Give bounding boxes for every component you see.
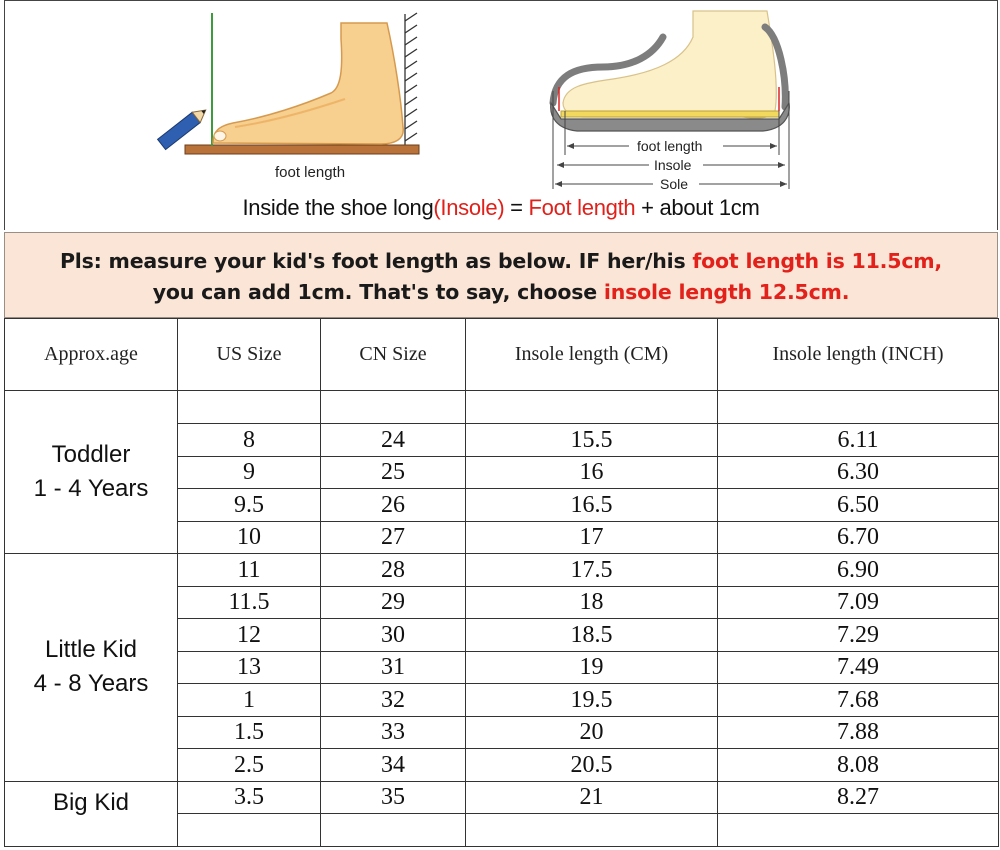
us-size-cell: 8 [178, 424, 321, 457]
age-group-name: Little Kid [44, 636, 138, 664]
cn-size-cell: 33 [321, 716, 466, 749]
table-row [5, 391, 999, 424]
insole-cm-cell: 17.5 [466, 554, 718, 587]
us-size-cell: 11.5 [178, 586, 321, 619]
shoe-cross-section-figure [543, 7, 803, 197]
us-size-cell: 1 [178, 684, 321, 717]
cn-size-cell: 30 [321, 619, 466, 652]
insole-cm-cell: 17 [466, 521, 718, 554]
age-group-cell [5, 391, 178, 554]
us-size-cell: 3.5 [178, 781, 321, 814]
foot-measuring-figure [155, 9, 435, 184]
insole-cm-cell: 18.5 [466, 619, 718, 652]
size-table [4, 318, 999, 847]
header-insole-inch: Insole length (INCH) [718, 319, 999, 391]
us-size-cell [178, 391, 321, 424]
insole-icon [561, 111, 779, 117]
insole-cm-cell: 16.5 [466, 489, 718, 522]
insole-cm-cell: 21 [466, 781, 718, 814]
pencil-icon [158, 105, 210, 150]
table-header-row [5, 319, 999, 391]
insole-inch-cell: 8.08 [718, 749, 999, 782]
insole-inch-cell: 7.88 [718, 716, 999, 749]
cn-size-cell: 26 [321, 489, 466, 522]
measuring-instruction-banner [4, 232, 998, 318]
age-group-range: 1 - 4 Years [33, 475, 149, 502]
insole-inch-cell: 6.70 [718, 521, 999, 554]
cn-size-cell [321, 814, 466, 847]
insole-inch-cell: 8.27 [718, 781, 999, 814]
header-us-size: US Size [178, 319, 321, 391]
age-group-range: 4 - 8 Years [33, 670, 149, 698]
us-size-cell: 12 [178, 619, 321, 652]
age-group-cell [5, 554, 178, 782]
instruction-text: Pls: measure your kid's foot length as below. IF her/his foot length is 11.5cm, you can add 1cm. That's to say, choose insole length 12.5cm. [59, 249, 943, 304]
age-group-name: Toddler [51, 441, 131, 468]
shoe-sole-label: Sole [660, 176, 689, 192]
header-approx-age: Approx.age [5, 319, 178, 391]
cn-size-cell: 24 [321, 424, 466, 457]
us-size-cell: 9 [178, 456, 321, 489]
insole-cm-cell: 19.5 [466, 684, 718, 717]
insole-cm-cell: 15.5 [466, 424, 718, 457]
insole-inch-cell: 6.50 [718, 489, 999, 522]
insole-cm-cell: 20.5 [466, 749, 718, 782]
age-group-cell [5, 781, 178, 846]
table-row [5, 554, 999, 587]
us-size-cell: 13 [178, 651, 321, 684]
us-size-cell: 9.5 [178, 489, 321, 522]
insole-inch-cell: 7.29 [718, 619, 999, 652]
cn-size-cell: 28 [321, 554, 466, 587]
us-size-cell: 10 [178, 521, 321, 554]
cn-size-cell: 27 [321, 521, 466, 554]
us-size-cell: 11 [178, 554, 321, 587]
wall-hatch [405, 13, 417, 149]
us-size-cell [178, 814, 321, 847]
us-size-cell: 1.5 [178, 716, 321, 749]
shoe-foot-length-label: foot length [637, 138, 703, 154]
foot-length-label: foot length [275, 164, 346, 181]
shoe-insole-label: Insole [654, 157, 692, 173]
insole-inch-cell: 6.11 [718, 424, 999, 457]
us-size-cell: 2.5 [178, 749, 321, 782]
cn-size-cell: 31 [321, 651, 466, 684]
header-insole-cm: Insole length (CM) [466, 319, 718, 391]
insole-cm-cell: 20 [466, 716, 718, 749]
insole-cm-cell [466, 391, 718, 424]
insole-inch-cell: 7.68 [718, 684, 999, 717]
measurement-illustration [4, 0, 998, 230]
floor-board [185, 145, 419, 154]
cn-size-cell: 35 [321, 781, 466, 814]
cn-size-cell: 25 [321, 456, 466, 489]
cn-size-cell [321, 391, 466, 424]
header-cn-size: CN Size [321, 319, 466, 391]
insole-inch-cell: 7.49 [718, 651, 999, 684]
age-group-name: Big Kid [52, 788, 130, 816]
cn-size-cell: 32 [321, 684, 466, 717]
insole-inch-cell: 7.09 [718, 586, 999, 619]
insole-inch-cell: 6.30 [718, 456, 999, 489]
insole-inch-cell [718, 814, 999, 847]
insole-inch-cell: 6.90 [718, 554, 999, 587]
table-row [5, 781, 999, 814]
cn-size-cell: 34 [321, 749, 466, 782]
insole-inch-cell [718, 391, 999, 424]
insole-cm-cell [466, 814, 718, 847]
measurement-caption: Inside the shoe long(Insole) = Foot length + about 1cm [242, 195, 760, 220]
cn-size-cell: 29 [321, 586, 466, 619]
insole-cm-cell: 16 [466, 456, 718, 489]
insole-cm-cell: 19 [466, 651, 718, 684]
insole-cm-cell: 18 [466, 586, 718, 619]
